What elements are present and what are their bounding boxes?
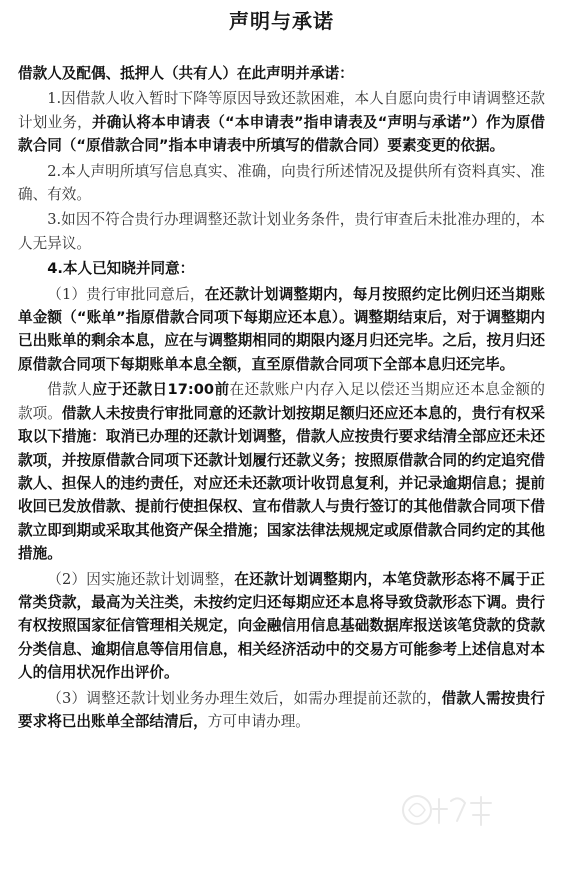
clause-2: 2.本人声明所填写信息真实、准确，向贵行所述情况及提供所有资料真实、准确、有效。	[18, 162, 545, 204]
clause-4-2	[18, 568, 545, 685]
watermark-logo-icon	[399, 785, 509, 835]
clause-1-emphasis: 并确认将本申请表（“本申请表”指申请表及“声明与承诺”）作为原借款合同（“原借款合同”指本申请表中所填写的借款合同）要素变更的依据。	[18, 113, 545, 155]
clause-4-1-repayment	[18, 378, 545, 565]
clause-4-3	[18, 687, 545, 734]
repayment-text-1: 借款人	[47, 381, 93, 399]
clause-4-1	[18, 283, 545, 377]
clause-4-3-emphasis: 借款人需按贵行要求将已出账单全部结清后，	[18, 689, 545, 730]
clause-1-text: 1.因借款人收入暂时下降等原因导致还款困难，本人自愿向贵行申请调整还款计划业务，	[18, 90, 545, 131]
clause-3: 3.如因不符合贵行办理调整还款计划业务条件，贵行审查后未批准办理的，本人无异议。	[18, 211, 545, 252]
clause-4-1-text: （1）贵行审批同意后，	[47, 285, 205, 303]
clause-4-2-text: （2）因实施还款计划调整，	[47, 570, 235, 588]
repayment-deadline: 应于还款日17:00前	[92, 381, 230, 399]
clause-4-2-emphasis: 在还款计划调整期内，本笔贷款形态将不属于正常类贷款，最高为关注类，未按约定归还每期应还本息将导致贷款形态下调。贵行有权按照国家征信管理相关规定，向金融信用信息基础数据库报送该笔贷款的贷款分类信息、逾期信息等信用信息，相关经济活动中的交易方可能参考上述信息对本人的信用状况作出评价。	[18, 570, 545, 682]
repayment-default-measures: 借款人未按贵行审批同意的还款计划按期足额归还应还本息的，贵行有权采取以下措施：取消已办理的还款计划调整，借款人应按贵行要求结清全部应还未还款项，并按原借款合同项下还款计划履行还款义务；按照原借款合同的约定追究借款人、担保人的违约责任，对应还未还款项计收罚息复利，并记录逾期信息；提前收回已发放借款、提前行使担保权、宣布借款人与贵行签订的其他借款合同项下借款立即到期或采取其他资产保全措施；国家法律法规规定或原借款合同约定的其他措施。	[18, 404, 545, 563]
clause-4-1-emphasis: 在还款计划调整期内，每月按照约定比例归还当期账单金额（“账单”指原借款合同项下每期应还本息）。调整期结束后，对于调整期内已出账单的剩余本息，应在与调整期相同的期限内逐月归还完毕。之后，按月归还原借款合同项下每期账单本息全额，直至原借款合同项下全部本息归还完毕。	[18, 285, 545, 373]
intro-statement: 借款人及配偶、抵押人（共有人）在此声明并承诺：	[18, 65, 354, 82]
clause-4-3-text-2: 方可申请办理。	[207, 712, 310, 730]
document-title: 声明与承诺	[229, 9, 334, 33]
clause-4-heading: 4.本人已知晓并同意：	[47, 260, 195, 278]
clause-1	[18, 87, 545, 157]
clause-4-3-text-1: （3）调整还款计划业务办理生效后，如需办理提前还款的，	[47, 689, 442, 707]
repayment-text-2: 在还款账户内存入足以偿还当期应还本息金额的款项。	[18, 381, 545, 422]
